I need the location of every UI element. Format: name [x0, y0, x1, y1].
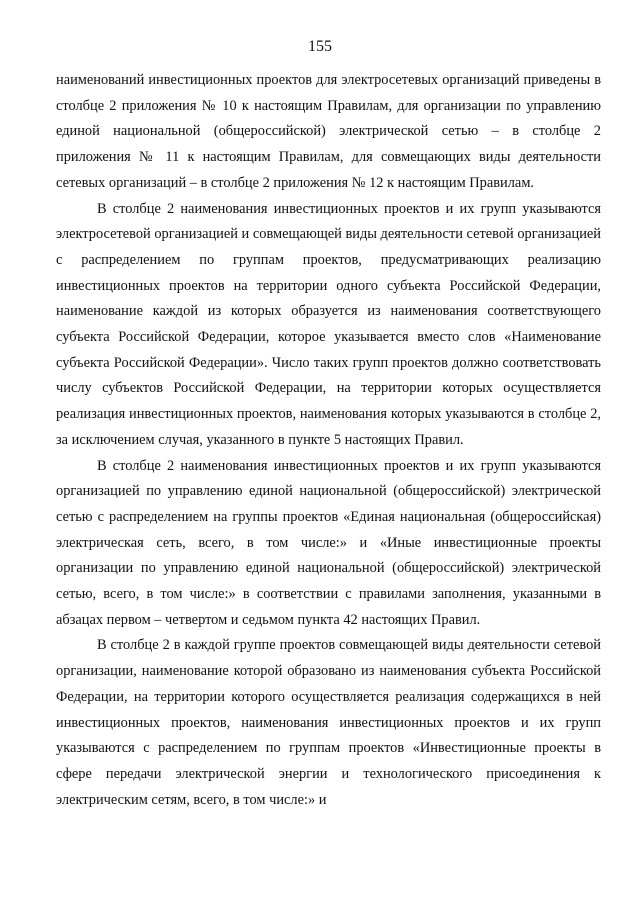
paragraph-combined-activity-groups: В столбце 2 в каждой группе проектов совмещающей виды деятельности сетевой организации, наименование которой образовано из наименования субъекта Российской Федерации, на территории которого осуществляется реализация содержащихся в ней инвестиционных проектов, наименования инвестиционных проектов и их групп указываются с распределением по группам проектов «Инвестиционные проекты в сфере передачи электрической энергии и технологического присоединения к электрическим сетям, всего, в том числе:» и [56, 637, 601, 808]
paragraph-grouping-by-subject: В столбце 2 наименования инвестиционных проектов и их групп указываются электросетевой организацией и совмещающей виды деятельности сетевой организацией с распределением по группам проектов, предусматривающих реализацию инвестиционных проектов на территории одного субъекта Российской Федерации, наименование каждой из которых образуется из наименования соответствующего субъекта Российской Федерации, которое указывается вместо слов «Наименование субъекта Российской Федерации». Число таких групп проектов должно соответствовать числу субъектов Российской Федерации, на территории которых осуществляется реализация инвестиционных проектов, наименования которых указываются в столбце 2, за исключением случая, указанного в пункте 5 настоящих Правил. [56, 200, 601, 448]
page-number: 155 [308, 38, 332, 55]
paragraph-continuation: наименований инвестиционных проектов для электросетевых организаций приведены в столбце 2 приложения № 10 к настоящим Правилам, для организации по управлению единой национальной (общероссийской) электрической сетью – в столбце 2 приложения № 11 к настоящим Правилам, для совмещающих виды деятельности сетевых организаций – в столбце 2 приложения № 12 к настоящим Правилам. [56, 72, 601, 191]
paragraph-unified-grid-groups: В столбце 2 наименования инвестиционных проектов и их групп указываются организацией по управлению единой национальной (общероссийской) электрической сетью с распределением на группы проектов «Единая национальная (общероссийская) электрическая сеть, всего, в том числе:» и «Иные инвестиционные проекты организации по управлению единой национальной (общероссийской) электрической сетью, всего, в том числе:» в соответствии с правилами заполнения, указанными в абзацах первом – четвертом и седьмом пункта 42 настоящих Правил. [56, 457, 601, 628]
document-body [56, 68, 601, 813]
